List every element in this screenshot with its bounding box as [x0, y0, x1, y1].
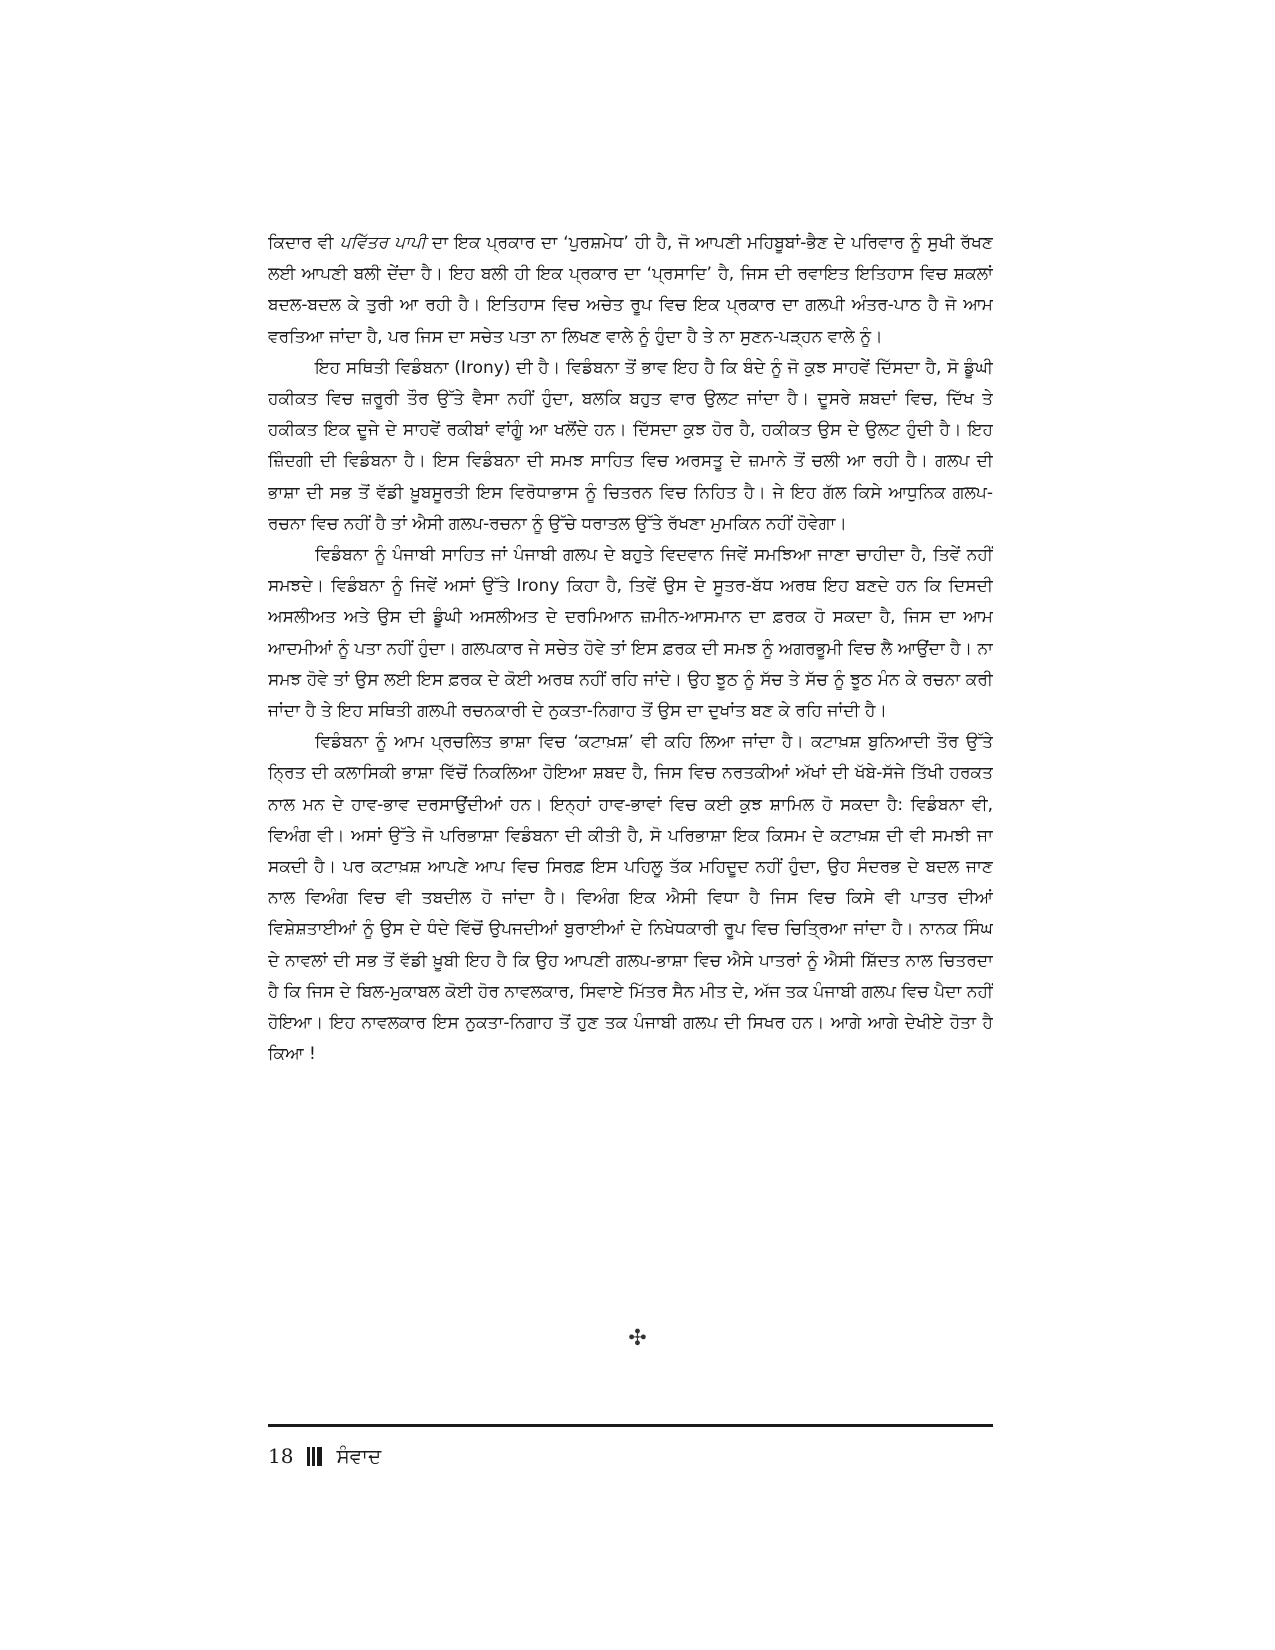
- article-body: [268, 228, 993, 1288]
- footer-rule: [268, 1424, 993, 1427]
- emphasized-phrase: ਪਵਿੱਤਰ ਪਾਪੀ: [339, 233, 427, 253]
- bars-icon: [307, 1447, 322, 1466]
- journal-name: ਸੰਵਾਦ: [336, 1444, 382, 1468]
- paragraph-4: ਵਿਡੰਬਨਾ ਨੂੰ ਆਮ ਪ੍ਰਚਲਿਤ ਭਾਸ਼ਾ ਵਿਚ ‘ਕਟਾਖ਼ਸ਼’ ਵੀ ਕਹਿ ਲਿਆ ਜਾਂਦਾ ਹੈ। ਕਟਾਖ਼ਸ਼ ਬੁਨਿਆਦੀ ਤੌਰ ਉੱਤੇ ਨ੍ਰਿਤ ਦੀ ਕਲਾਸਿਕੀ ਭਾਸ਼ਾ ਵਿੱਚੋਂ ਨਿਕਲਿਆ ਹੋਇਆ ਸ਼ਬਦ ਹੈ, ਜਿਸ ਵਿਚ ਨਰਤਕੀਆਂ ਅੱਖਾਂ ਦੀ ਖੱਬੇ-ਸੱਜੇ ਤਿੱਖੀ ਹਰਕਤ ਨਾਲ ਮਨ ਦੇ ਹਾਵ-ਭਾਵ ਦਰਸਾਉਂਦੀਆਂ ਹਨ। ਇਨ੍ਹਾਂ ਹਾਵ-ਭਾਵਾਂ ਵਿਚ ਕਈ ਕੁਝ ਸ਼ਾਮਿਲ ਹੋ ਸਕਦਾ ਹੈ: ਵਿਡੰਬਨਾ ਵੀ, ਵਿਅੰਗ ਵੀ। ਅਸਾਂ ਉੱਤੇ ਜੋ ਪਰਿਭਾਸ਼ਾ ਵਿਡੰਬਨਾ ਦੀ ਕੀਤੀ ਹੈ, ਸੋ ਪਰਿਭਾਸ਼ਾ ਇਕ ਕਿਸਮ ਦੇ ਕਟਾਖ਼ਸ਼ ਦੀ ਵੀ ਸਮਝੀ ਜਾ ਸਕਦੀ ਹੈ। ਪਰ ਕਟਾਖ਼ਸ਼ ਆਪਣੇ ਆਪ ਵਿਚ ਸਿਰਫ਼ ਇਸ ਪਹਿਲੂ ਤੱਕ ਮਹਿਦੂਦ ਨਹੀਂ ਹੁੰਦਾ, ਉਹ ਸੰਦਰਭ ਦੇ ਬਦਲ ਜਾਣ ਨਾਲ ਵਿਅੰਗ ਵਿਚ ਵੀ ਤਬਦੀਲ ਹੋ ਜਾਂਦਾ ਹੈ। ਵਿਅੰਗ ਇਕ ਐਸੀ ਵਿਧਾ ਹੈ ਜਿਸ ਵਿਚ ਕਿਸੇ ਵੀ ਪਾਤਰ ਦੀਆਂ ਵਿਸ਼ੇਸ਼ਤਾਈਆਂ ਨੂੰ ਉਸ ਦੇ ਧੰਦੇ ਵਿੱਚੋਂ ਉਪਜਦੀਆਂ ਬੁਰਾਈਆਂ ਦੇ ਨਿਖੇਧਕਾਰੀ ਰੂਪ ਵਿਚ ਚਿਤ੍ਰਿਆ ਜਾਂਦਾ ਹੈ। ਨਾਨਕ ਸਿੰਘ ਦੇ ਨਾਵਲਾਂ ਦੀ ਸਭ ਤੋਂ ਵੱਡੀ ਖ਼ੂਬੀ ਇਹ ਹੈ ਕਿ ਉਹ ਆਪਣੀ ਗਲਪ-ਭਾਸ਼ਾ ਵਿਚ ਐਸੇ ਪਾਤਰਾਂ ਨੂੰ ਐਸੀ ਸ਼ਿੱਦਤ ਨਾਲ ਚਿਤਰਦਾ ਹੈ ਕਿ ਜਿਸ ਦੇ ਬਿਲ-ਮੁਕਾਬਲ ਕੋਈ ਹੋਰ ਨਾਵਲਕਾਰ, ਸਿਵਾਏ ਮਿੱਤਰ ਸੈਨ ਮੀਤ ਦੇ, ਅੱਜ ਤਕ ਪੰਜਾਬੀ ਗਲਪ ਵਿਚ ਪੈਦਾ ਨਹੀਂ ਹੋਇਆ। ਇਹ ਨਾਵਲਕਾਰ ਇਸ ਨੁਕਤਾ-ਨਿਗਾਹ ਤੋਂ ਹੁਣ ਤਕ ਪੰਜਾਬੀ ਗਲਪ ਦੀ ਸਿਖਰ ਹਨ। ਆਗੇ ਆਗੇ ਦੇਖੀਏ ਹੋਤਾ ਹੈ ਕਿਆ !: [268, 732, 993, 1065]
- page-footer: [268, 1441, 381, 1471]
- paragraph-1-lead: ਕਿਦਾਰ ਵੀ: [268, 233, 340, 253]
- section-end-ornament: ✣: [628, 1326, 647, 1351]
- page-number: 18: [268, 1444, 294, 1468]
- paragraph-2: ਇਹ ਸਥਿਤੀ ਵਿਡੰਬਨਾ (Irony) ਦੀ ਹੈ। ਵਿਡੰਬਨਾ ਤੋਂ ਭਾਵ ਇਹ ਹੈ ਕਿ ਬੰਦੇ ਨੂੰ ਜੋ ਕੁਝ ਸਾਹਵੇਂ ਦਿੱਸਦਾ ਹੈ, ਸੋ ਡੂੰਘੀ ਹਕੀਕਤ ਵਿਚ ਜ਼ਰੂਰੀ ਤੌਰ ਉੱਤੇ ਵੈਸਾ ਨਹੀਂ ਹੁੰਦਾ, ਬਲਕਿ ਬਹੁਤ ਵਾਰ ਉਲਟ ਜਾਂਦਾ ਹੈ। ਦੂਸਰੇ ਸ਼ਬਦਾਂ ਵਿਚ, ਦਿੱਖ ਤੇ ਹਕੀਕਤ ਇਕ ਦੂਜੇ ਦੇ ਸਾਹਵੇਂ ਰਕੀਬਾਂ ਵਾਂਗੂੰ ਆ ਖਲੋਂਦੇ ਹਨ। ਦਿੱਸਦਾ ਕੁਝ ਹੋਰ ਹੈ, ਹਕੀਕਤ ਉਸ ਦੇ ਉਲਟ ਹੁੰਦੀ ਹੈ। ਇਹ ਜ਼ਿੰਦਗੀ ਦੀ ਵਿਡੰਬਨਾ ਹੈ। ਇਸ ਵਿਡੰਬਨਾ ਦੀ ਸਮਝ ਸਾਹਿਤ ਵਿਚ ਅਰਸਤੂ ਦੇ ਜ਼ਮਾਨੇ ਤੋਂ ਚਲੀ ਆ ਰਹੀ ਹੈ। ਗਲਪ ਦੀ ਭਾਸ਼ਾ ਦੀ ਸਭ ਤੋਂ ਵੱਡੀ ਖ਼ੂਬਸੂਰਤੀ ਇਸ ਵਿਰੋਧਾਭਾਸ ਨੂੰ ਚਿਤਰਨ ਵਿਚ ਨਿਹਿਤ ਹੈ। ਜੇ ਇਹ ਗੱਲ ਕਿਸੇ ਆਧੁਨਿਕ ਗਲਪ-ਰਚਨਾ ਵਿਚ ਨਹੀਂ ਹੈ ਤਾਂ ਐਸੀ ਗਲਪ-ਰਚਨਾ ਨੂੰ ਉੱਚੇ ਧਰਾਤਲ ਉੱਤੇ ਰੱਖਣਾ ਮੁਮਕਿਨ ਨਹੀਂ ਹੋਵੇਗਾ।: [268, 357, 993, 534]
- paragraph-3: ਵਿਡੰਬਨਾ ਨੂੰ ਪੰਜਾਬੀ ਸਾਹਿਤ ਜਾਂ ਪੰਜਾਬੀ ਗਲਪ ਦੇ ਬਹੁਤੇ ਵਿਦਵਾਨ ਜਿਵੇਂ ਸਮਝਿਆ ਜਾਣਾ ਚਾਹੀਦਾ ਹੈ, ਤਿਵੇਂ ਨਹੀਂ ਸਮਝਦੇ। ਵਿਡੰਬਨਾ ਨੂੰ ਜਿਵੇਂ ਅਸਾਂ ਉੱਤੇ Irony ਕਿਹਾ ਹੈ, ਤਿਵੇਂ ਉਸ ਦੇ ਸੂਤਰ-ਬੱਧ ਅਰਥ ਇਹ ਬਣਦੇ ਹਨ ਕਿ ਦਿਸਦੀ ਅਸਲੀਅਤ ਅਤੇ ਉਸ ਦੀ ਡੂੰਘੀ ਅਸਲੀਅਤ ਦੇ ਦਰਮਿਆਨ ਜ਼ਮੀਨ-ਆਸਮਾਨ ਦਾ ਫ਼ਰਕ ਹੋ ਸਕਦਾ ਹੈ, ਜਿਸ ਦਾ ਆਮ ਆਦਮੀਆਂ ਨੂੰ ਪਤਾ ਨਹੀਂ ਹੁੰਦਾ। ਗਲਪਕਾਰ ਜੇ ਸਚੇਤ ਹੋਵੇ ਤਾਂ ਇਸ ਫ਼ਰਕ ਦੀ ਸਮਝ ਨੂੰ ਅਗਰਭੂਮੀ ਵਿਚ ਲੈ ਆਉਂਦਾ ਹੈ। ਨਾ ਸਮਝ ਹੋਵੇ ਤਾਂ ਉਸ ਲਈ ਇਸ ਫ਼ਰਕ ਦੇ ਕੋਈ ਅਰਥ ਨਹੀਂ ਰਹਿ ਜਾਂਦੇ। ਉਹ ਝੂਠ ਨੂੰ ਸੱਚ ਤੇ ਸੱਚ ਨੂੰ ਝੂਠ ਮੰਨ ਕੇ ਰਚਨਾ ਕਰੀ ਜਾਂਦਾ ਹੈ ਤੇ ਇਹ ਸਥਿਤੀ ਗਲਪੀ ਰਚਨਕਾਰੀ ਦੇ ਨੁਕਤਾ-ਨਿਗਾਹ ਤੋਂ ਉਸ ਦਾ ਦੁਖਾਂਤ ਬਣ ਕੇ ਰਹਿ ਜਾਂਦੀ ਹੈ।: [268, 545, 993, 722]
- paragraph-1: [268, 228, 993, 353]
- paragraph-1-rest: ਦਾ ਇਕ ਪ੍ਰਕਾਰ ਦਾ ‘ਪੁਰਸ਼ਮੇਧ’ ਹੀ ਹੈ, ਜੋ ਆਪਣੀ ਮਹਿਬੂਬਾਂ-ਭੈਣ ਦੇ ਪਰਿਵਾਰ ਨੂੰ ਸੁਖੀ ਰੱਖਣ ਲਈ ਆਪਣੀ ਬਲੀ ਦੇਂਦਾ ਹੈ। ਇਹ ਬਲੀ ਹੀ ਇਕ ਪ੍ਰਕਾਰ ਦਾ ‘ਪ੍ਰਸਾਦਿ’ ਹੈ, ਜਿਸ ਦੀ ਰਵਾਇਤ ਇਤਿਹਾਸ ਵਿਚ ਸ਼ਕਲਾਂ ਬਦਲ-ਬਦਲ ਕੇ ਤੁਰੀ ਆ ਰਹੀ ਹੈ। ਇਤਿਹਾਸ ਵਿਚ ਅਚੇਤ ਰੂਪ ਵਿਚ ਇਕ ਪ੍ਰਕਾਰ ਦਾ ਗਲਪੀ ਅੰਤਰ-ਪਾਠ ਹੈ ਜੋ ਆਮ ਵਰਤਿਆ ਜਾਂਦਾ ਹੈ, ਪਰ ਜਿਸ ਦਾ ਸਚੇਤ ਪਤਾ ਨਾ ਲਿਖਣ ਵਾਲੇ ਨੂੰ ਹੁੰਦਾ ਹੈ ਤੇ ਨਾ ਸੁਣਨ-ਪੜ੍ਹਨ ਵਾਲੇ ਨੂੰ।: [268, 233, 993, 347]
